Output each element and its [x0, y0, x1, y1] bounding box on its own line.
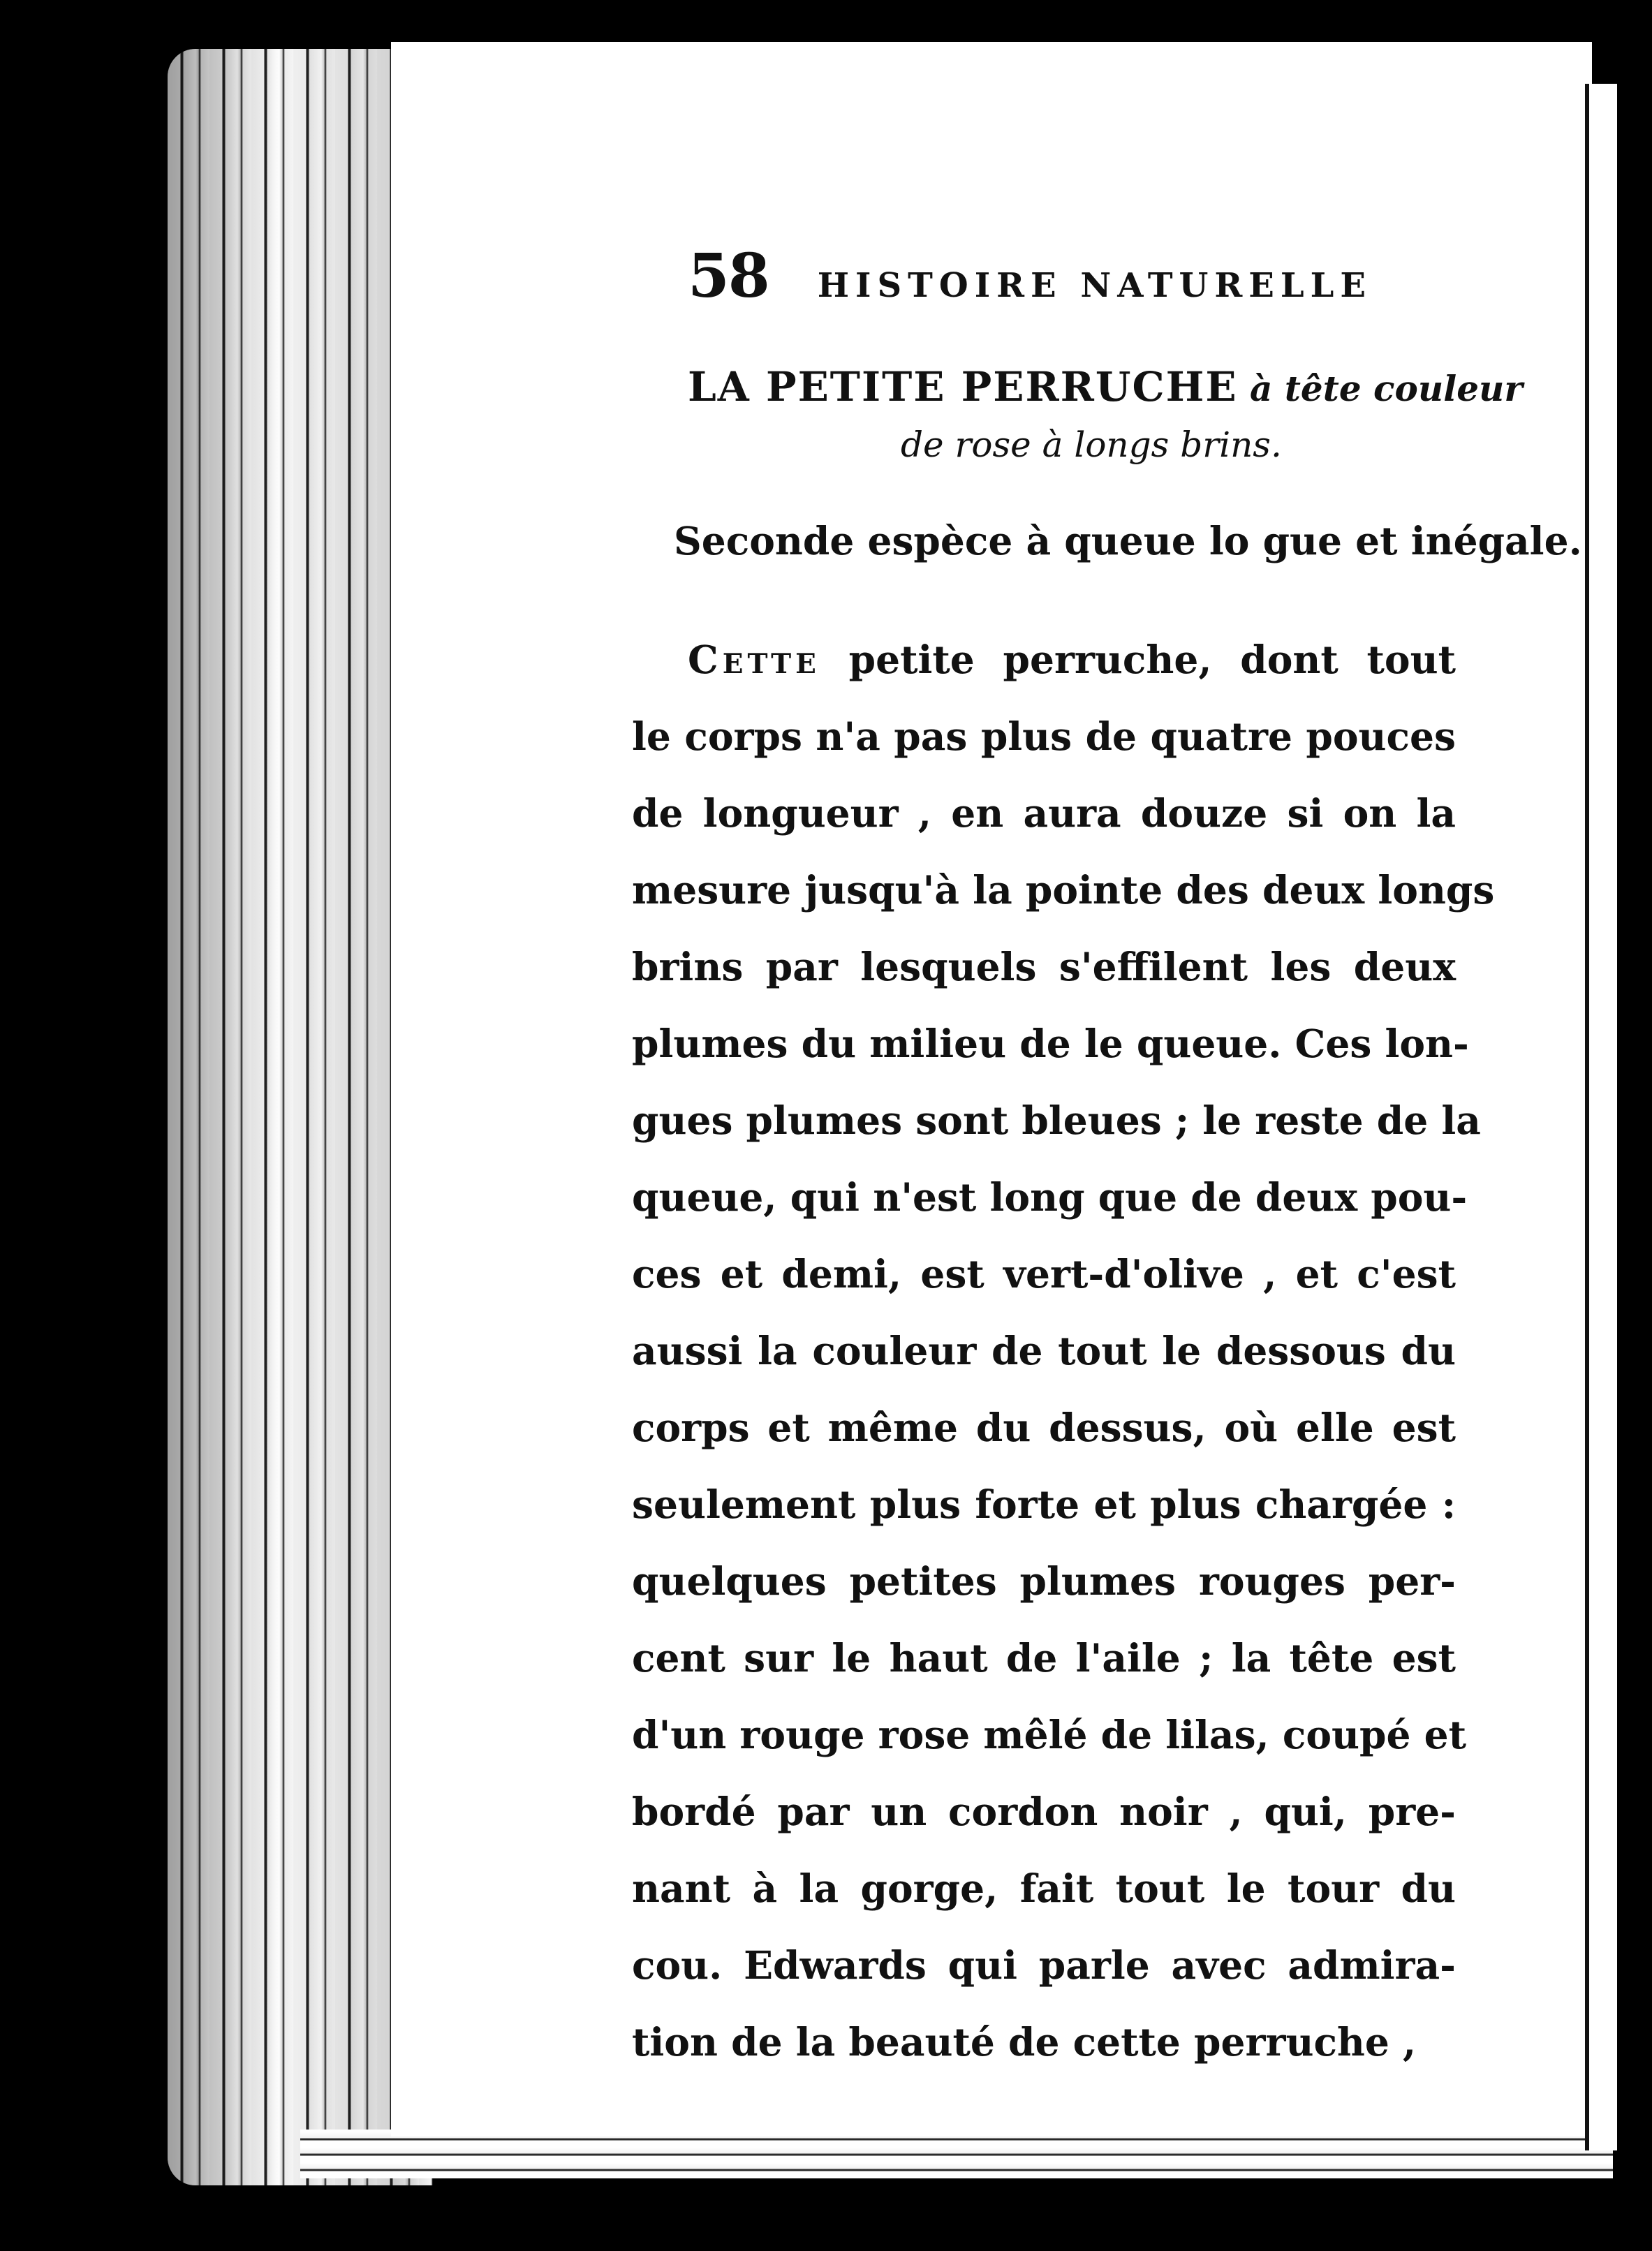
body-line: le corps n'a pas plus de quatre pouces — [632, 714, 1456, 759]
species-description: Seconde espèce à queue lo gue et inégale. — [674, 518, 1582, 563]
body-line: plumes du milieu de le queue. Ces lon- — [632, 1021, 1469, 1066]
body-line: mesure jusqu'à la pointe des deux longs — [632, 867, 1495, 913]
body-line: corps et même du dessus, où elle est — [632, 1405, 1456, 1450]
chapter-title-italic: à tête couleur — [1237, 368, 1523, 409]
body-line: brins par lesquels s'effilent les deux — [632, 944, 1456, 989]
body-line: aussi la couleur de tout le dessous du — [632, 1328, 1456, 1373]
chapter-subtitle: de rose à longs brins. — [901, 425, 1282, 465]
body-line: nant à la gorge, fait tout le tour du — [632, 1866, 1456, 1911]
body-line: petite perruche, dont tout — [820, 637, 1456, 682]
bottom-page-edges — [300, 2130, 1613, 2178]
body-line: ces et demi, est vert-d'olive , et c'est — [632, 1251, 1456, 1297]
body-line: de longueur , en aura douze si on la — [632, 790, 1456, 836]
body-line-first — [632, 621, 1456, 698]
running-head-title: HISTOIRE NATURELLE — [817, 266, 1372, 305]
body-text — [632, 621, 1495, 2081]
body-line-last: tion de la beauté de cette perruche , — [632, 2019, 1417, 2065]
body-line: gues plumes sont bleues ; le reste de la — [632, 1098, 1481, 1143]
body-line: seulement plus forte et plus chargée : — [632, 1482, 1456, 1527]
body-line: bordé par un cordon noir , qui, pre- — [632, 1789, 1456, 1834]
body-line: cent sur le haut de l'aile ; la tête est — [632, 1635, 1456, 1681]
facing-page-edge — [1585, 84, 1617, 2150]
body-line: cou. Edwards qui parle avec admira- — [632, 1942, 1456, 1988]
opening-word: Cette — [688, 637, 820, 682]
body-line: d'un rouge rose mêlé de lilas, coupé et — [632, 1712, 1466, 1757]
running-head — [688, 241, 1372, 311]
body-line: quelques petites plumes rouges per- — [632, 1558, 1456, 1604]
page-number: 58 — [688, 241, 769, 311]
body-line: queue, qui n'est long que de deux pou- — [632, 1174, 1468, 1220]
chapter-title-caps: LA PETITE PERRUCHE — [688, 363, 1238, 411]
chapter-title — [688, 363, 1523, 411]
